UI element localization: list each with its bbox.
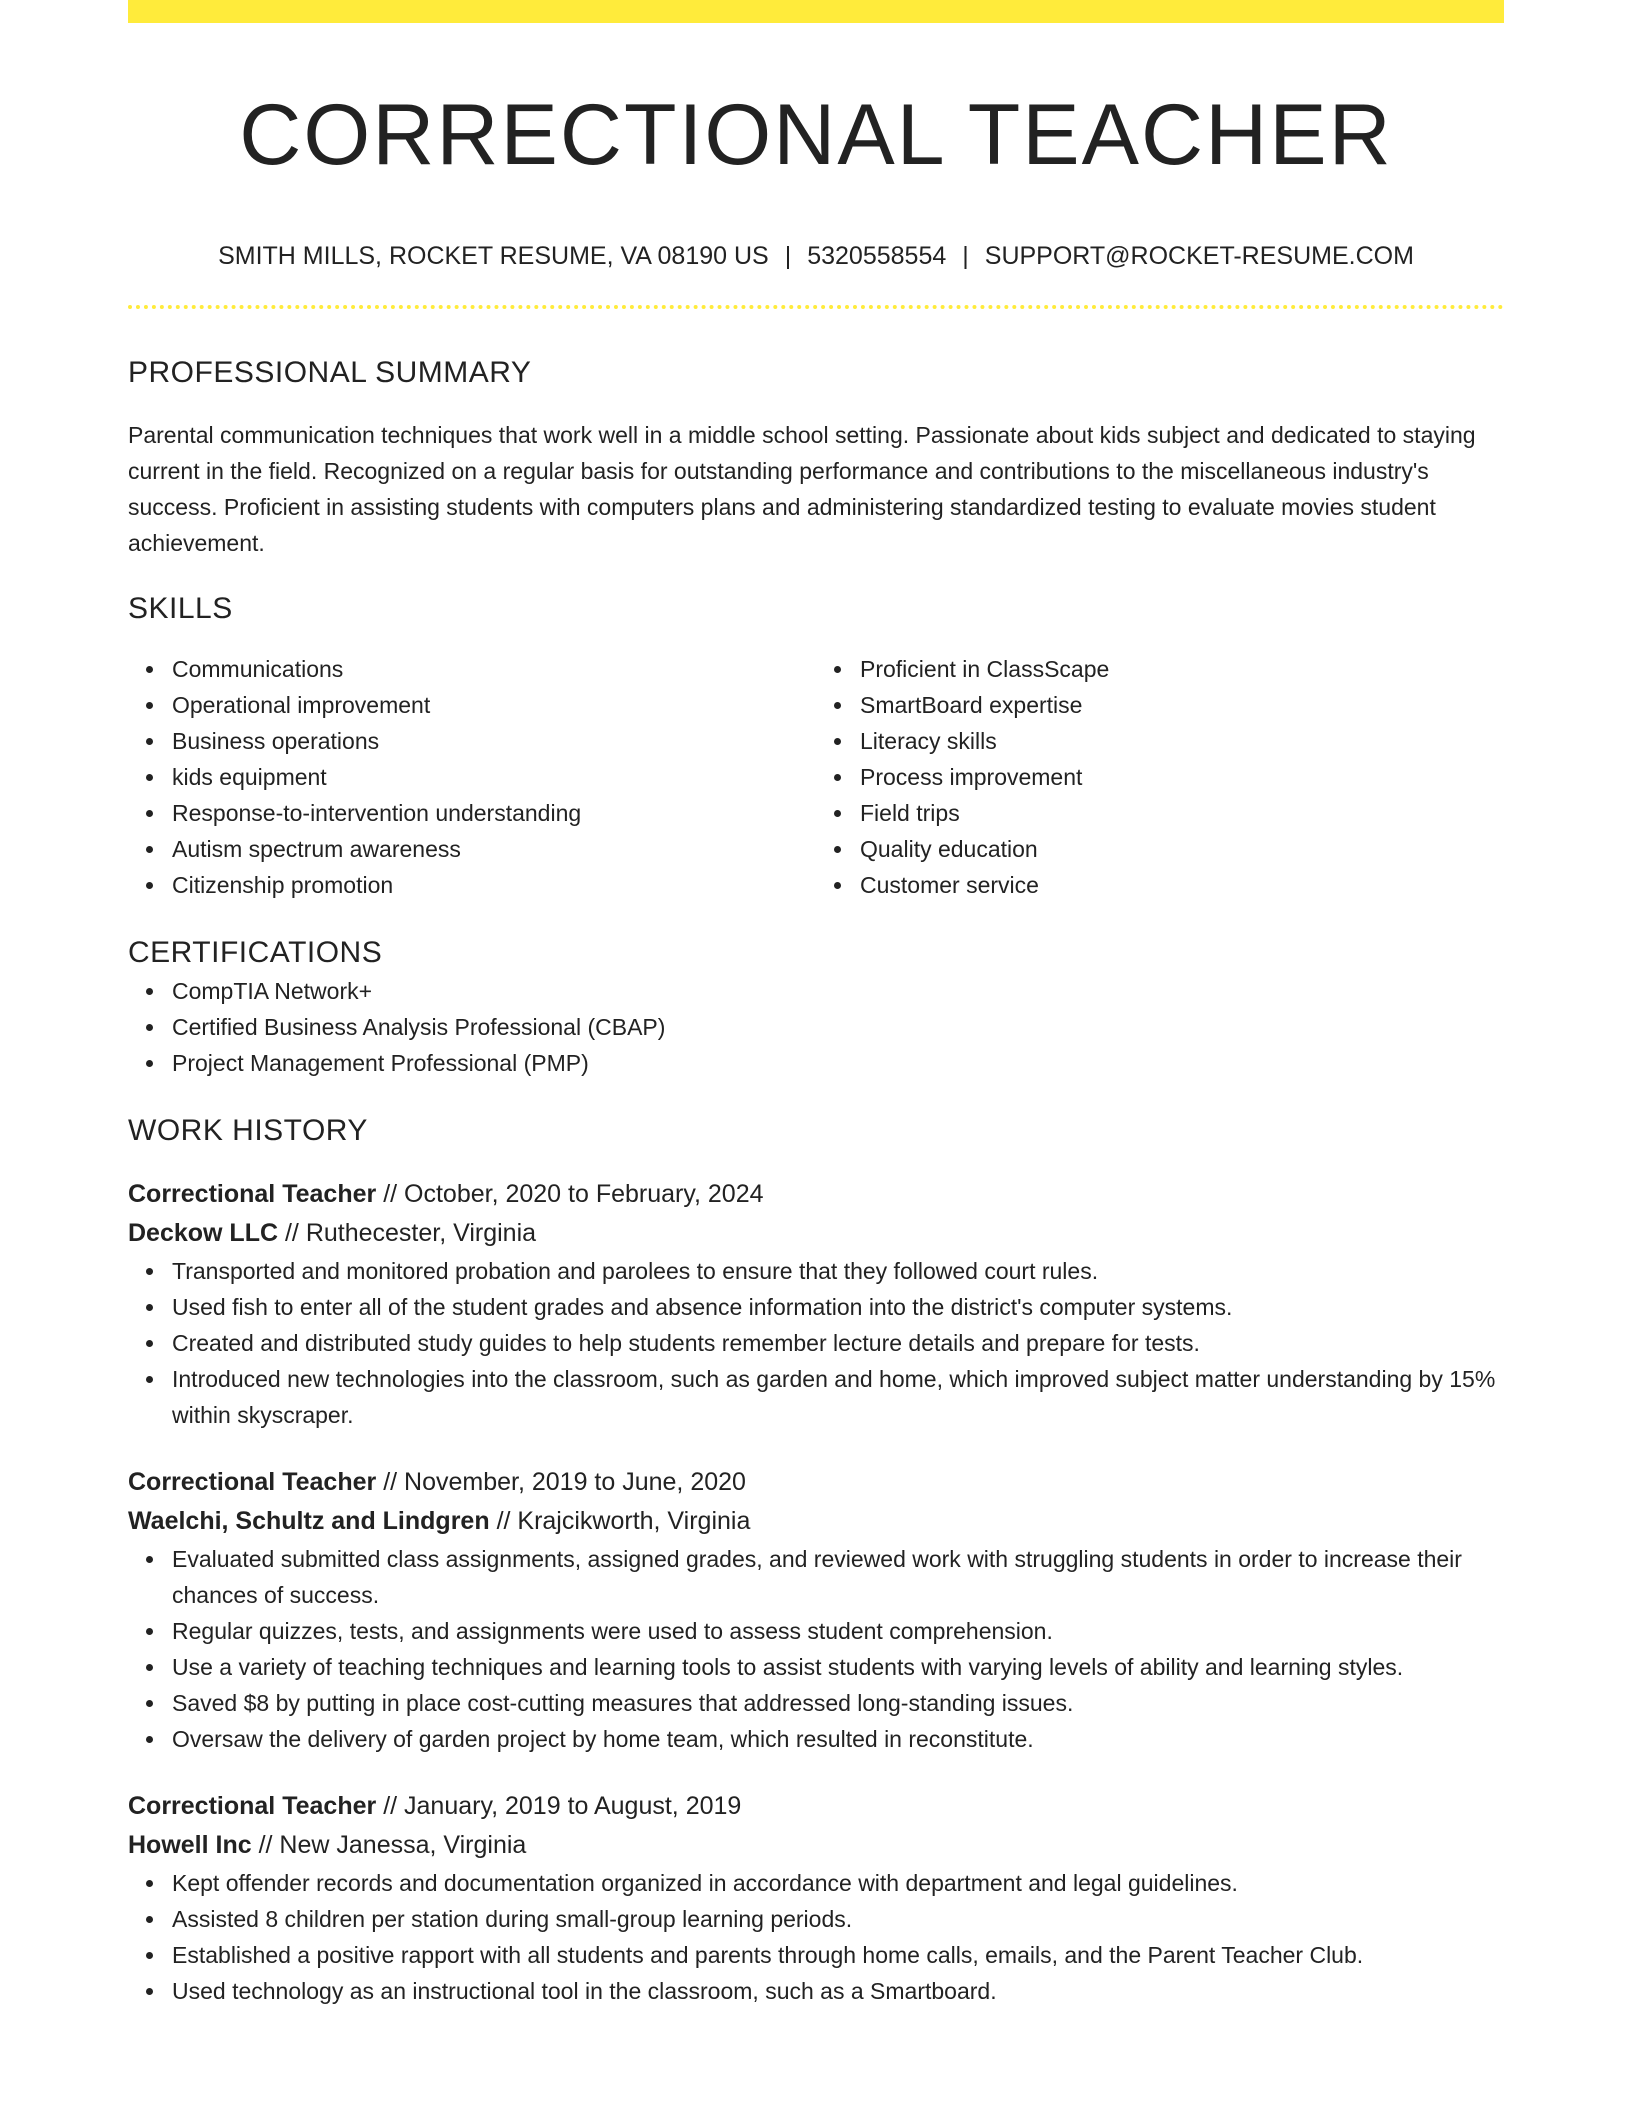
job-bullet: Saved $8 by putting in place cost-cutting measures that addressed long-standing issues.	[172, 1685, 1504, 1721]
contact-line	[128, 239, 1504, 273]
job-bullet: Used technology as an instructional tool in the classroom, such as a Smartboard.	[172, 1973, 1504, 2009]
job-bullets	[128, 1865, 1504, 2009]
skill-item: Process improvement	[860, 759, 1504, 795]
contact-separator: |	[784, 242, 792, 270]
job-title: Correctional Teacher	[128, 1180, 377, 1208]
job-entry	[128, 1463, 1504, 1757]
job-company: Waelchi, Schultz and Lindgren	[128, 1507, 490, 1535]
job-title-line	[128, 1175, 1504, 1214]
job-bullet: Introduced new technologies into the classroom, such as garden and home, which improved subject matter understanding by 15% within skyscraper.	[172, 1361, 1504, 1433]
job-location: // Ruthecester, Virginia	[284, 1219, 537, 1247]
skills-list-left	[128, 651, 816, 903]
skill-item: Citizenship promotion	[172, 867, 816, 903]
job-company: Deckow LLC	[128, 1219, 279, 1247]
job-bullet: Used fish to enter all of the student grades and absence information into the district's computer systems.	[172, 1289, 1504, 1325]
contact-address: SMITH MILLS, ROCKET RESUME, VA 08190 US	[218, 242, 769, 270]
job-dates: // October, 2020 to February, 2024	[383, 1180, 764, 1208]
work-history-heading: WORK HISTORY	[128, 1114, 368, 1147]
job-location: // Krajcikworth, Virginia	[496, 1507, 751, 1535]
skill-item: Customer service	[860, 867, 1504, 903]
certification-item: CompTIA Network+	[172, 973, 1504, 1009]
job-bullet: Established a positive rapport with all students and parents through home calls, emails, and the Parent Teacher Club.	[172, 1937, 1504, 1973]
skills-columns	[128, 651, 1504, 903]
summary-heading: PROFESSIONAL SUMMARY	[128, 356, 532, 389]
skill-item: Quality education	[860, 831, 1504, 867]
skill-item: Field trips	[860, 795, 1504, 831]
skill-item: Literacy skills	[860, 723, 1504, 759]
job-bullet: Oversaw the delivery of garden project by home team, which resulted in reconstitute.	[172, 1721, 1504, 1757]
skills-heading: SKILLS	[128, 592, 233, 625]
summary-text: Parental communication techniques that work well in a middle school setting. Passionate about kids subject and dedicated to staying current in the field. Recognized on a regular basis for outstanding performance and contributions to the miscellaneous industry's success. Proficient in assisting students with computers plans and administering standardized testing to evaluate movies student achievement.	[128, 422, 1476, 556]
resume-title: CORRECTIONAL TEACHER	[239, 87, 1393, 183]
accent-bar	[128, 0, 1504, 23]
contact-separator: |	[962, 242, 969, 270]
job-company: Howell Inc	[128, 1831, 252, 1859]
job-bullet: Transported and monitored probation and parolees to ensure that they followed court rules.	[172, 1253, 1504, 1289]
job-bullet: Assisted 8 children per station during small-group learning periods.	[172, 1901, 1504, 1937]
job-title: Correctional Teacher	[128, 1468, 377, 1496]
certification-item: Project Management Professional (PMP)	[172, 1045, 1504, 1081]
job-entry	[128, 1787, 1504, 2009]
contact-email: SUPPORT@ROCKET-RESUME.COM	[984, 242, 1414, 270]
skills-list-right	[816, 651, 1504, 903]
job-bullet: Use a variety of teaching techniques and learning tools to assist students with varying levels of ability and learning styles.	[172, 1649, 1504, 1685]
job-company-line	[128, 1214, 1504, 1253]
contact-phone: 5320558554	[807, 242, 947, 270]
job-bullet: Regular quizzes, tests, and assignments were used to assess student comprehension.	[172, 1613, 1504, 1649]
skill-item: Communications	[172, 651, 816, 687]
job-title-line	[128, 1787, 1504, 1826]
skill-item: kids equipment	[172, 759, 816, 795]
job-location: // New Janessa, Virginia	[258, 1831, 527, 1859]
certification-item: Certified Business Analysis Professional (CBAP)	[172, 1009, 1504, 1045]
job-bullet: Evaluated submitted class assignments, assigned grades, and reviewed work with struggling students in order to increase their chances of success.	[172, 1541, 1504, 1613]
certifications-list	[128, 973, 1504, 1081]
job-bullets	[128, 1541, 1504, 1757]
skill-item: SmartBoard expertise	[860, 687, 1504, 723]
job-title: Correctional Teacher	[128, 1792, 377, 1820]
dotted-divider	[128, 305, 1504, 309]
job-title-line	[128, 1463, 1504, 1502]
job-company-line	[128, 1502, 1504, 1541]
certifications-heading: CERTIFICATIONS	[128, 936, 383, 969]
job-dates: // January, 2019 to August, 2019	[383, 1792, 742, 1820]
skill-item: Operational improvement	[172, 687, 816, 723]
skill-item: Business operations	[172, 723, 816, 759]
skill-item: Response-to-intervention understanding	[172, 795, 816, 831]
job-dates: // November, 2019 to June, 2020	[383, 1468, 746, 1496]
skill-item: Autism spectrum awareness	[172, 831, 816, 867]
job-bullet: Kept offender records and documentation organized in accordance with department and legal guidelines.	[172, 1865, 1504, 1901]
resume-page	[128, 0, 1504, 2009]
job-bullet: Created and distributed study guides to help students remember lecture details and prepare for tests.	[172, 1325, 1504, 1361]
job-bullets	[128, 1253, 1504, 1433]
skill-item: Proficient in ClassScape	[860, 651, 1504, 687]
job-entry	[128, 1175, 1504, 1433]
job-company-line	[128, 1826, 1504, 1865]
